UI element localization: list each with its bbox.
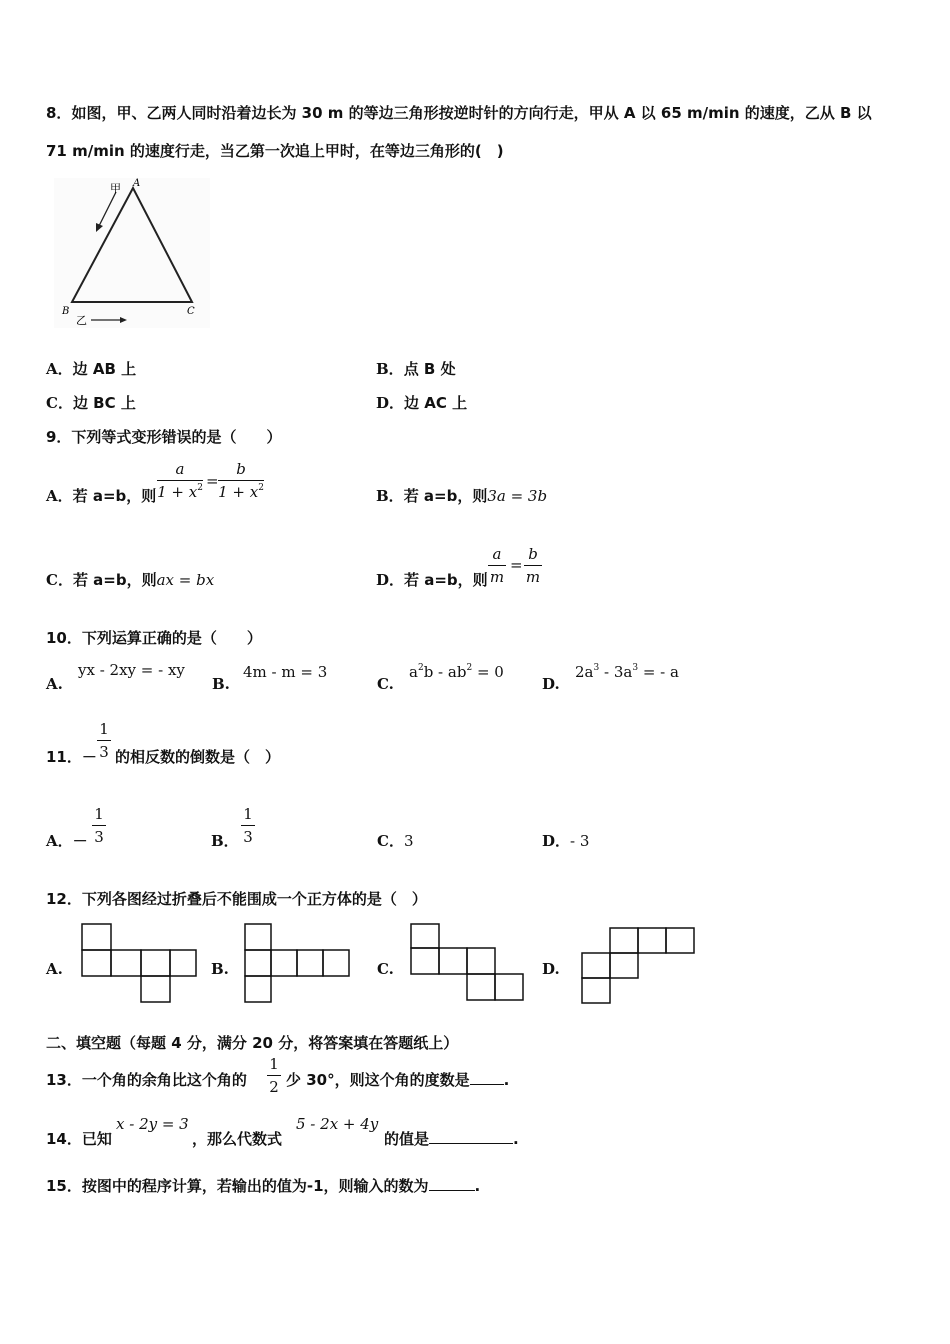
q9-d-equals: = [510, 556, 523, 574]
q9-d-numerator-left: a [492, 545, 502, 563]
q14-math1: x - 2y = 3 [116, 1115, 189, 1133]
q9-option-b[interactable] [376, 485, 547, 506]
q13-denominator: 2 [269, 1078, 279, 1096]
q14-after-text: 的值是 [384, 1130, 430, 1148]
q11-option-b-fraction[interactable] [241, 805, 255, 846]
q9-a-fraction-right [218, 460, 264, 504]
q9-option-d[interactable] [376, 569, 488, 590]
q13-numerator: 1 [269, 1055, 279, 1073]
q13-after [286, 1069, 509, 1090]
q11-stem-tail: 的相反数的倒数是（ ） [115, 748, 281, 766]
q13-before: 13．一个角的余角比这个角的 [46, 1071, 247, 1089]
q8-option-d-text: 边 AC 上 [404, 394, 468, 412]
q8-option-d[interactable] [376, 392, 467, 413]
q9-option-b-prefix: 若 a=b，则 [403, 487, 488, 505]
q10-option-d-label[interactable]: D. [542, 675, 560, 693]
q9-d-fraction-left [488, 545, 506, 586]
q11-stem-start [46, 746, 97, 767]
q12-option-a-label[interactable]: A. [46, 960, 63, 978]
q9-a-numerator-left: a [175, 460, 185, 478]
q8-option-a-text: 边 AB 上 [72, 360, 137, 378]
q14-before: 14．已知 [46, 1130, 112, 1148]
q9-option-b-math: 3a = 3b [487, 487, 548, 505]
fraction-bar [97, 740, 111, 741]
q10-d-exp2: 3 [632, 663, 639, 673]
q9-d-numerator-right: b [528, 545, 538, 563]
q12-option-d-net[interactable] [580, 926, 704, 1008]
q13-end: . [503, 1071, 510, 1089]
q11-option-d-label: D． [542, 832, 571, 850]
q14-math2: 5 - 2x + 4y [296, 1115, 379, 1133]
q10-option-d-math[interactable] [575, 663, 679, 681]
fraction-bar [157, 480, 203, 481]
q12-option-c-net[interactable] [409, 922, 529, 1004]
q10-option-b-math[interactable]: 4m - m = 3 [243, 663, 328, 681]
q14-after [384, 1128, 519, 1149]
q14-end: . [513, 1130, 519, 1148]
q9-a-denominator-left: 1 + x [157, 483, 198, 501]
fraction-bar [488, 565, 506, 566]
q12-option-a-net[interactable] [80, 922, 200, 1004]
q9-a-exponent-right: 2 [258, 483, 264, 493]
q11-numerator: 1 [99, 720, 109, 738]
q10-stem: 10．下列运算正确的是（ ） [46, 629, 262, 647]
q8-option-d-label: D． [376, 394, 405, 412]
fraction-bar [241, 825, 255, 826]
q13-fraction [267, 1055, 281, 1096]
fraction-bar [92, 825, 106, 826]
q11-option-a-numerator: 1 [94, 805, 104, 823]
q9-option-c[interactable] [46, 569, 214, 590]
q11-fraction [97, 720, 111, 761]
q12-option-c-label[interactable]: C. [377, 960, 394, 978]
q8-option-a[interactable] [46, 358, 136, 379]
q9-option-d-prefix: 若 a=b，则 [404, 571, 488, 589]
q11-minus: － [81, 748, 97, 766]
q11-option-a[interactable] [46, 830, 88, 851]
q15-text: 15．按图中的程序计算，若输出的值为-1，则输入的数为 [46, 1177, 429, 1195]
q10-c-part2: b - ab [423, 663, 467, 681]
q12-option-b-net[interactable] [243, 922, 353, 1004]
q12-option-d-label[interactable]: D. [542, 960, 560, 978]
q11-option-a-minus: － [72, 832, 88, 850]
q9-a-numerator-right: b [236, 460, 246, 478]
label-vertex-c: C [187, 306, 195, 317]
label-vertex-a: A [133, 178, 141, 189]
q9-stem: 9．下列等式变形错误的是（ ） [46, 428, 282, 446]
q12-stem: 12．下列各图经过折叠后不能围成一个正方体的是（ ） [46, 890, 427, 908]
q9-option-a-prefix: 若 a=b，则 [72, 487, 157, 505]
q13-after-text: 少 30°，则这个角的度数是 [286, 1071, 470, 1089]
q9-a-exponent-left: 2 [197, 483, 203, 493]
fraction-bar [267, 1075, 281, 1076]
q8-stem-line1: 如图，甲、乙两人同时沿着边长为 30 m 的等边三角形按逆时针的方向行走，甲从 A 以 65 m/min 的速度，乙从 B 以 [71, 104, 872, 122]
q10-d-exp1: 3 [593, 663, 600, 673]
q11-option-b-numerator: 1 [243, 805, 253, 823]
q11-denominator: 3 [99, 743, 109, 761]
q9-option-c-prefix: 若 a=b，则 [72, 571, 157, 589]
q11-option-a-denominator: 3 [94, 828, 104, 846]
q8-option-c[interactable] [46, 392, 136, 413]
q11-option-c-text: 3 [403, 832, 414, 850]
section-2-heading: 二、填空题（每题 4 分，满分 20 分，将答案填在答题纸上） [46, 1034, 459, 1052]
q10-option-a-math[interactable]: yx - 2xy = - xy [78, 661, 185, 679]
fraction-bar [524, 565, 542, 566]
q10-option-c-label[interactable]: C. [377, 675, 394, 693]
q10-c-exp1: 2 [417, 663, 424, 673]
q8-option-b[interactable] [376, 358, 456, 379]
q13-answer-blank[interactable] [470, 1070, 504, 1085]
q9-a-equals: = [206, 472, 219, 490]
q9-a-denominator-right: 1 + x [218, 483, 259, 501]
q14-middle: ，那么代数式 [192, 1130, 283, 1148]
q9-d-denominator-left: m [489, 568, 505, 586]
q9-option-d-label: D． [376, 571, 405, 589]
q8-option-c-label: C． [46, 394, 73, 412]
q9-option-a[interactable] [46, 485, 156, 506]
fraction-bar [218, 480, 264, 481]
q10-c-exp2: 2 [466, 663, 473, 673]
q8-line1 [46, 102, 872, 123]
q10-d-part1: 2a [575, 663, 594, 681]
q10-c-part3: = 0 [472, 663, 504, 681]
q10-option-b-label[interactable]: B. [212, 675, 230, 693]
q8-option-b-text: 点 B 处 [403, 360, 456, 378]
q11-option-d[interactable] [542, 830, 589, 851]
q9-a-fraction-left [157, 460, 203, 504]
q11-option-b-label[interactable]: B． [211, 832, 239, 850]
q8-option-b-label: B． [376, 360, 404, 378]
q10-option-c-math[interactable] [409, 663, 504, 681]
q11-option-c-label: C． [377, 832, 404, 850]
q11-option-a-label: A． [46, 832, 73, 850]
q11-option-b-denominator: 3 [243, 828, 253, 846]
q10-d-part3: = - a [638, 663, 679, 681]
q11-option-a-fraction [92, 805, 106, 846]
label-vertex-b: B [62, 306, 70, 317]
q9-d-denominator-right: m [525, 568, 541, 586]
q10-option-a-label[interactable]: A. [46, 675, 63, 693]
label-yi: 乙 [76, 314, 87, 327]
q9-option-b-label: B． [376, 487, 404, 505]
q9-option-c-label: C． [46, 571, 73, 589]
q8-option-c-text: 边 BC 上 [72, 394, 136, 412]
label-jia: 甲 [110, 182, 121, 195]
q8-stem-line2: 71 m/min 的速度行走，当乙第一次追上甲时，在等边三角形的( ) [46, 142, 504, 160]
q9-d-fraction-right [524, 545, 542, 586]
q8-number: 8． [46, 104, 72, 122]
q15-end: . [474, 1177, 481, 1195]
q12-option-b-label[interactable]: B. [211, 960, 229, 978]
q11-number: 11． [46, 748, 82, 766]
q8-triangle-figure [46, 172, 216, 332]
q10-c-part1: a [409, 663, 418, 681]
q11-option-d-text: - 3 [570, 832, 590, 850]
q14-answer-blank[interactable] [429, 1129, 513, 1144]
q8-option-a-label: A． [46, 360, 73, 378]
q15-answer-blank[interactable] [429, 1176, 475, 1191]
q10-d-part2: - 3a [599, 663, 633, 681]
q9-option-c-math: ax = bx [156, 571, 215, 589]
q15-line [46, 1175, 480, 1196]
q11-option-c[interactable] [377, 830, 414, 851]
q9-option-a-label: A． [46, 487, 73, 505]
